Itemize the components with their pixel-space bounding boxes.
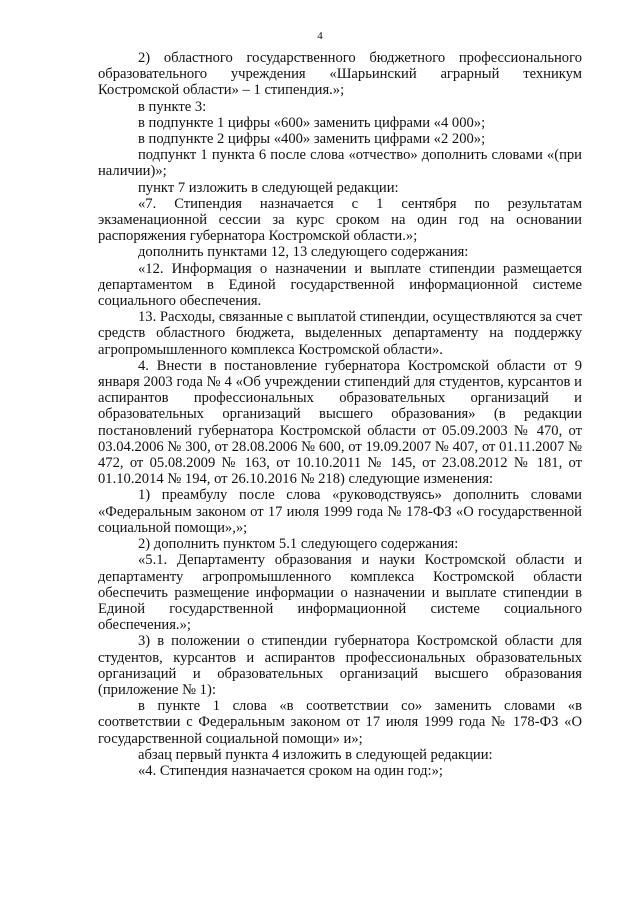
page-number: 4: [317, 30, 323, 42]
paragraph-7: «7. Стипендия назначается с 1 сентября по результатам экзаменационной сессии за курс сроком на один год на основании распоряжения губернатора Костромской области.»;: [98, 195, 582, 245]
document-body: [98, 50, 582, 779]
paragraph-11: 4. Внести в постановление губернатора Костромской области от 9 января 2003 года № 4 «Об учреждении стипендий для студентов, курсантов и аспирантов профессиональных образовательных организаций и образовательных организаций высшего образования» (в редакции постановлений губернатора Костромской области от 05.09.2003 № 470, от 03.04.2006 № 300, от 28.08.2006 № 600, от 19.09.2007 № 407, от 01.11.2007 № 472, от 05.08.2009 № 163, от 10.10.2011 № 145, от 23.08.2012 № 181, от 01.10.2014 № 194, от 26.10.2016 № 218) следующие изменения:: [98, 357, 582, 488]
paragraph-9: «12. Информация о назначении и выплате стипендии размещается департаментом в Единой государственной информационной системе социального обеспечения.: [98, 260, 582, 310]
paragraph-6: пункт 7 изложить в следующей редакции:: [138, 179, 399, 196]
paragraph-4: в подпункте 2 цифры «400» заменить цифрами «2 200»;: [138, 131, 486, 148]
paragraph-13: 2) дополнить пунктом 5.1 следующего содержания:: [138, 536, 459, 553]
paragraph-12: 1) преамбулу после слова «руководствуясь» дополнить словами «Федеральным законом от 17 июля 1999 года № 178-ФЗ «О государственной социальной помощи»,»;: [98, 487, 582, 536]
paragraph-17: абзац первый пункта 4 изложить в следующей редакции:: [138, 746, 493, 763]
paragraph-10: 13. Расходы, связанные с выплатой стипендии, осуществляются за счет средств областного бюджета, выделенных департаменту на поддержку агропромышленного комплекса Костромской области».: [98, 309, 582, 358]
paragraph-16: в пункте 1 слова «в соответствии со» заменить словами «в соответствии с Федеральным законом от 17 июля 1999 года № 178-ФЗ «О государственной социальной помощи» и»;: [98, 698, 582, 747]
paragraph-14: «5.1. Департаменту образования и науки Костромской области и департаменту агропромышленного комплекса Костромской области обеспечить размещение информации о назначении и выплате стипендии в Единой государственной информационной системе социального обеспечения.»;: [98, 552, 582, 634]
paragraph-5: подпункт 1 пункта 6 после слова «отчество» дополнить словами «(при наличии)»;: [98, 147, 582, 180]
paragraph-18: «4. Стипендия назначается сроком на один год:»;: [138, 762, 443, 779]
paragraph-15: 3) в положении о стипендии губернатора Костромской области для студентов, курсантов и аспирантов профессиональных образовательных организаций и образовательных организаций высшего образования (приложение № 1):: [98, 633, 582, 698]
paragraph-1: 2) областного государственного бюджетного профессионального образовательного учреждения «Шарьинский аграрный техникум Костромской области» – 1 стипендия.»;: [98, 50, 582, 99]
paragraph-2: в пункте 3:: [138, 98, 207, 115]
paragraph-8: дополнить пунктами 12, 13 следующего содержания:: [138, 244, 469, 261]
paragraph-3: в подпункте 1 цифры «600» заменить цифрами «4 000»;: [138, 114, 486, 131]
